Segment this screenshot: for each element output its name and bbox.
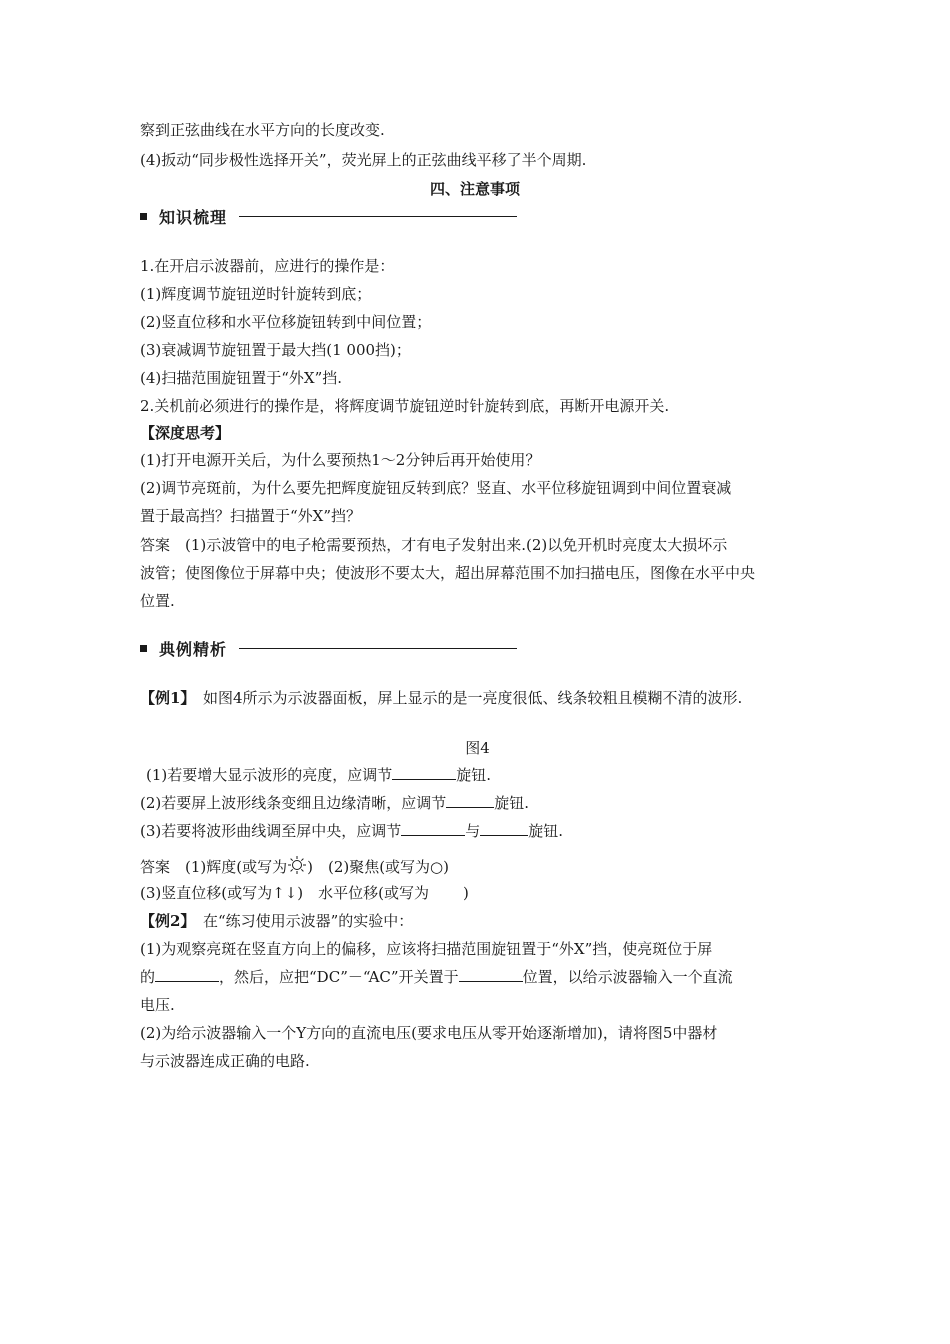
text-line: (4)扫描范围旋钮置于“外X”挡. xyxy=(140,369,343,387)
text-line: (1)打开电源开关后，为什么要预热1～2分钟后再开始使用？ xyxy=(140,451,541,469)
square-bullet-icon xyxy=(140,213,147,220)
example-2-stem: 【例2】 在“练习使用示波器”的实验中： xyxy=(140,912,414,930)
sun-icon xyxy=(287,855,307,875)
question-line: 与示波器连成正确的电路. xyxy=(140,1052,310,1070)
answer-line: 答案 (1)示波管中的电子枪需要预热，才有电子发射出来.(2)以免开机时亮度太大损坏示 xyxy=(140,536,728,554)
answer-line: 答案 (1)辉度(或写为 ) (2)聚焦(或写为○) xyxy=(140,855,815,877)
example-tag: 【例2】 xyxy=(140,912,188,930)
text-line: (3)衰减调节旋钮置于最大挡(1 000挡)； xyxy=(140,341,411,359)
question-line: (2)为给示波器输入一个Y方向的直流电压(要求电压从零开始逐渐增加)，请将图5中器材 xyxy=(140,1024,718,1042)
answer-blank[interactable] xyxy=(480,821,528,836)
question-line: (3)若要将波形曲线调至屏中央，应调节 与 旋钮. xyxy=(140,822,564,840)
example-tag: 【例1】 xyxy=(140,689,188,707)
answer-blank[interactable] xyxy=(401,821,465,836)
header-title: 知识梳理 xyxy=(159,207,228,227)
answer-blank[interactable] xyxy=(155,967,219,982)
question-line: (1)为观察亮斑在竖直方向上的偏移，应该将扫描范围旋钮置于“外X”挡，使亮斑位于屏 xyxy=(140,940,713,958)
example-1-stem: 【例1】 如图4所示为示波器面板，屏上显示的是一亮度很低、线条较粗且模糊不清的波形. xyxy=(140,689,743,707)
text-line: (4)扳动“同步极性选择开关”，荧光屏上的正弦曲线平移了半个周期. xyxy=(140,151,587,169)
knowledge-header xyxy=(140,205,517,227)
examples-header xyxy=(140,637,517,659)
answer-line: (3)竖直位移(或写为↑↓) 水平位移(或写为 ) xyxy=(140,884,469,902)
text-line: (2)调节亮斑前，为什么要先把辉度旋钮反转到底？竖直、水平位移旋钮调到中间位置衰减 xyxy=(140,479,732,497)
question-line: (2)若要屏上波形线条变细且边缘清晰，应调节 旋钮. xyxy=(140,794,530,812)
answer-line: 位置. xyxy=(140,592,175,610)
answer-blank[interactable] xyxy=(446,793,494,808)
text-line: 察到正弦曲线在水平方向的长度改变. xyxy=(140,121,385,139)
square-bullet-icon xyxy=(140,645,147,652)
header-rule xyxy=(239,216,517,217)
text-line: 2.关机前必须进行的操作是，将辉度调节旋钮逆时针旋转到底，再断开电源开关. xyxy=(140,397,670,415)
header-rule xyxy=(239,648,517,649)
text-line: (1)辉度调节旋钮逆时针旋转到底； xyxy=(140,285,372,303)
figure-caption: 图4 xyxy=(465,739,490,757)
text-line: 置于最高挡？扫描置于“外X”挡？ xyxy=(140,507,362,525)
text-line: (2)竖直位移和水平位移旋钮转到中间位置； xyxy=(140,313,432,331)
header-title: 典例精析 xyxy=(159,639,228,659)
question-line: (1)若要增大显示波形的亮度，应调节 旋钮. xyxy=(146,766,492,784)
answer-blank[interactable] xyxy=(459,967,523,982)
question-line: 的 ，然后，应把“DC”－“AC”开关置于 位置，以给示波器输入一个直流 xyxy=(140,968,733,986)
answer-blank[interactable] xyxy=(392,765,456,780)
question-line: 电压. xyxy=(140,996,175,1014)
answer-line: 波管；使图像位于屏幕中央；使波形不要太大，超出屏幕范围不加扫描电压，图像在水平中央 xyxy=(140,564,756,582)
text-line: 1.在开启示波器前，应进行的操作是： xyxy=(140,257,395,275)
deep-thinking-title: 【深度思考】 xyxy=(140,424,231,442)
section-title: 四、注意事项 xyxy=(429,180,520,198)
